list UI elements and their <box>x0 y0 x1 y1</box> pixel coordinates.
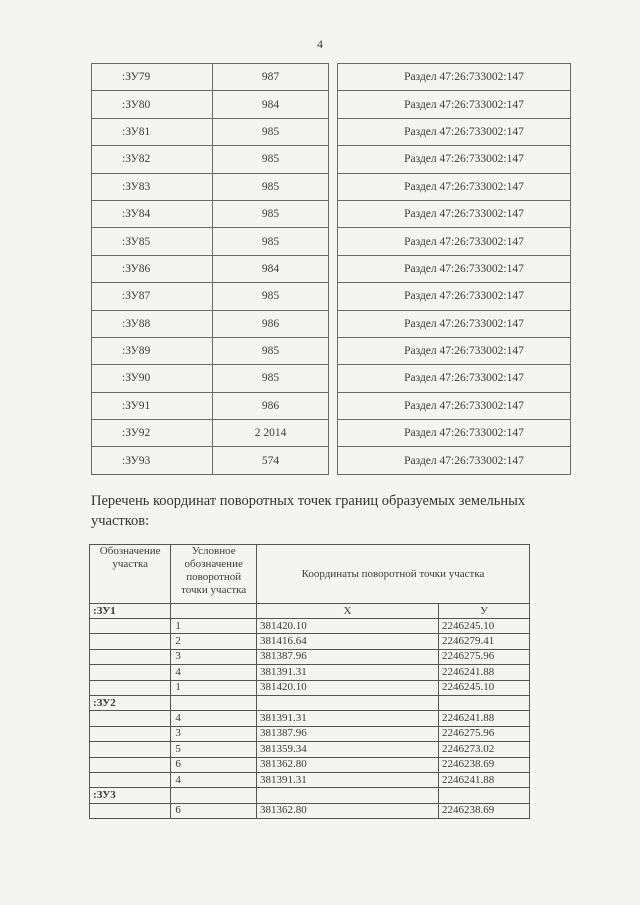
column-gap <box>329 420 338 447</box>
plot-source: Раздел 47:26:733002:147 <box>338 283 571 310</box>
empty-cell <box>90 634 171 649</box>
plot-row <box>92 200 571 227</box>
coord-y: 2246238.69 <box>438 803 529 818</box>
plot-name: :ЗУ81 <box>92 118 213 145</box>
plot-source: Раздел 47:26:733002:147 <box>338 118 571 145</box>
plot-name: :ЗУ83 <box>92 173 213 200</box>
plot-area: 574 <box>213 447 329 474</box>
coord-row <box>90 742 530 757</box>
column-gap <box>329 91 338 118</box>
empty-cell <box>90 619 171 634</box>
coord-x: 381416.64 <box>257 634 439 649</box>
coord-y: 2246275.96 <box>438 649 529 664</box>
coord-y: 2246245.10 <box>438 619 529 634</box>
plot-source: Раздел 47:26:733002:147 <box>338 365 571 392</box>
point-id: 3 <box>171 726 257 741</box>
plot-name: :ЗУ80 <box>92 91 213 118</box>
empty-cell <box>171 788 257 803</box>
plot-area: 985 <box>213 173 329 200</box>
coord-x: 381420.10 <box>257 619 439 634</box>
plot-name: :ЗУ82 <box>92 146 213 173</box>
coord-y: 2246279.41 <box>438 634 529 649</box>
coord-x: 381420.10 <box>257 680 439 695</box>
plot-area: 985 <box>213 200 329 227</box>
plot-name: :ЗУ88 <box>92 310 213 337</box>
column-gap <box>329 118 338 145</box>
plot-row <box>92 255 571 282</box>
plot-row <box>92 64 571 91</box>
point-id: 2 <box>171 634 257 649</box>
plot-source: Раздел 47:26:733002:147 <box>338 447 571 474</box>
coord-y: 2246275.96 <box>438 726 529 741</box>
plot-source: Раздел 47:26:733002:147 <box>338 228 571 255</box>
column-gap <box>329 365 338 392</box>
plot-row <box>92 447 571 474</box>
plot-source: Раздел 47:26:733002:147 <box>338 310 571 337</box>
empty-cell <box>171 695 257 710</box>
coord-y: 2246245.10 <box>438 680 529 695</box>
column-gap <box>329 255 338 282</box>
plot-area: 985 <box>213 365 329 392</box>
empty-cell <box>171 604 257 619</box>
coord-x: 381391.31 <box>257 711 439 726</box>
empty-cell <box>90 803 171 818</box>
plot-label: :ЗУ1 <box>90 604 171 619</box>
coord-y: 2246238.69 <box>438 757 529 772</box>
page-number: 4 <box>317 37 323 51</box>
plot-group-row <box>90 695 530 710</box>
plot-source: Раздел 47:26:733002:147 <box>338 255 571 282</box>
coord-row <box>90 711 530 726</box>
coords-subheader-row <box>90 604 530 619</box>
column-gap <box>329 173 338 200</box>
coord-y: 2246241.88 <box>438 665 529 680</box>
empty-cell <box>90 772 171 787</box>
column-gap <box>329 64 338 91</box>
plot-row <box>92 91 571 118</box>
point-id: 6 <box>171 803 257 818</box>
coord-x: 381362.80 <box>257 803 439 818</box>
plot-row <box>92 392 571 419</box>
plot-area: 984 <box>213 91 329 118</box>
point-id: 5 <box>171 742 257 757</box>
coord-y: 2246241.88 <box>438 711 529 726</box>
plot-area: 2 2014 <box>213 420 329 447</box>
coord-x: 381391.31 <box>257 772 439 787</box>
plot-source: Раздел 47:26:733002:147 <box>338 146 571 173</box>
plot-source: Раздел 47:26:733002:147 <box>338 392 571 419</box>
plot-area: 985 <box>213 337 329 364</box>
point-id: 4 <box>171 772 257 787</box>
point-id: 4 <box>171 711 257 726</box>
coord-y: 2246241.88 <box>438 772 529 787</box>
plot-area: 985 <box>213 146 329 173</box>
empty-cell <box>90 742 171 757</box>
column-gap <box>329 200 338 227</box>
coord-row <box>90 665 530 680</box>
column-gap <box>329 146 338 173</box>
plot-area: 986 <box>213 310 329 337</box>
coord-row <box>90 680 530 695</box>
plot-name: :ЗУ85 <box>92 228 213 255</box>
plot-area: 987 <box>213 64 329 91</box>
empty-cell <box>90 649 171 664</box>
coords-table <box>89 544 530 819</box>
coord-row <box>90 757 530 772</box>
plot-name: :ЗУ79 <box>92 64 213 91</box>
header-x: X <box>257 604 439 619</box>
plot-name: :ЗУ89 <box>92 337 213 364</box>
empty-cell <box>90 711 171 726</box>
empty-cell <box>90 680 171 695</box>
plot-group-row <box>90 788 530 803</box>
empty-cell <box>257 788 439 803</box>
plot-row <box>92 118 571 145</box>
column-gap <box>329 283 338 310</box>
empty-cell <box>90 726 171 741</box>
coord-x: 381387.96 <box>257 649 439 664</box>
plot-label: :ЗУ2 <box>90 695 171 710</box>
plot-row <box>92 173 571 200</box>
plot-source: Раздел 47:26:733002:147 <box>338 91 571 118</box>
plot-area: 985 <box>213 118 329 145</box>
coord-x: 381359.34 <box>257 742 439 757</box>
plot-row <box>92 337 571 364</box>
column-gap <box>329 228 338 255</box>
plot-source: Раздел 47:26:733002:147 <box>338 420 571 447</box>
plot-name: :ЗУ86 <box>92 255 213 282</box>
empty-cell <box>438 788 529 803</box>
empty-cell <box>257 695 439 710</box>
column-gap <box>329 392 338 419</box>
plot-name: :ЗУ91 <box>92 392 213 419</box>
plot-label: :ЗУ3 <box>90 788 171 803</box>
plots-table <box>91 63 571 475</box>
point-id: 3 <box>171 649 257 664</box>
coord-row <box>90 619 530 634</box>
plot-area: 984 <box>213 255 329 282</box>
coord-row <box>90 772 530 787</box>
plot-source: Раздел 47:26:733002:147 <box>338 64 571 91</box>
coords-table-body <box>90 604 530 819</box>
plot-row <box>92 310 571 337</box>
header-coords: Координаты поворотной точки участка <box>257 545 530 604</box>
column-gap <box>329 337 338 364</box>
empty-cell <box>90 757 171 772</box>
coord-row <box>90 634 530 649</box>
coords-heading: Перечень координат поворотных точек границ образуемых земельных участков: <box>91 493 526 529</box>
coord-x: 381387.96 <box>257 726 439 741</box>
coord-x: 381362.80 <box>257 757 439 772</box>
plot-area: 985 <box>213 283 329 310</box>
plot-source: Раздел 47:26:733002:147 <box>338 337 571 364</box>
column-gap <box>329 310 338 337</box>
point-id: 6 <box>171 757 257 772</box>
plot-area: 986 <box>213 392 329 419</box>
empty-cell <box>90 665 171 680</box>
plot-row <box>92 228 571 255</box>
coord-x: 381391.31 <box>257 665 439 680</box>
plot-name: :ЗУ93 <box>92 447 213 474</box>
plot-row <box>92 283 571 310</box>
plot-name: :ЗУ87 <box>92 283 213 310</box>
coord-row <box>90 803 530 818</box>
plots-table-body <box>92 64 571 475</box>
point-id: 1 <box>171 680 257 695</box>
plot-row <box>92 146 571 173</box>
plot-name: :ЗУ92 <box>92 420 213 447</box>
header-point: Условное обозначение поворотной точки участка <box>171 545 257 604</box>
coord-row <box>90 726 530 741</box>
plot-source: Раздел 47:26:733002:147 <box>338 173 571 200</box>
column-gap <box>329 447 338 474</box>
header-plot: Обозначение участка <box>90 545 171 604</box>
header-y: У <box>438 604 529 619</box>
point-id: 4 <box>171 665 257 680</box>
coord-y: 2246273.02 <box>438 742 529 757</box>
plot-area: 985 <box>213 228 329 255</box>
empty-cell <box>438 695 529 710</box>
point-id: 1 <box>171 619 257 634</box>
plot-name: :ЗУ84 <box>92 200 213 227</box>
plot-row <box>92 365 571 392</box>
coord-row <box>90 649 530 664</box>
plot-name: :ЗУ90 <box>92 365 213 392</box>
plot-row <box>92 420 571 447</box>
plot-source: Раздел 47:26:733002:147 <box>338 200 571 227</box>
